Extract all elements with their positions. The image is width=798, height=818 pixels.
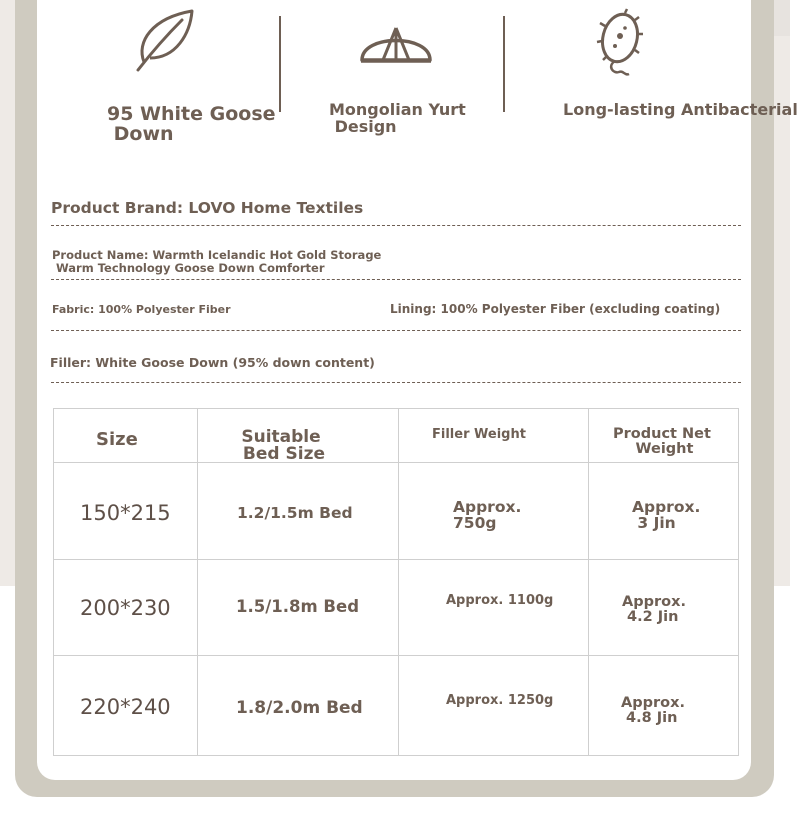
cell-size: 200*230 bbox=[80, 596, 171, 620]
antibacterial-icon bbox=[593, 8, 645, 78]
product-filler: Filler: White Goose Down (95% down content) bbox=[50, 355, 375, 370]
size-spec-table bbox=[53, 408, 739, 756]
feature-label-goose-down: 95 White Goose Down bbox=[107, 103, 276, 145]
table-cell bbox=[54, 463, 198, 560]
dashed-divider bbox=[51, 382, 741, 383]
table-cell bbox=[589, 656, 739, 756]
table-cell bbox=[399, 463, 589, 560]
table-row bbox=[54, 656, 739, 756]
divider bbox=[503, 16, 505, 112]
dashed-divider bbox=[51, 279, 741, 280]
header-cell bbox=[198, 409, 399, 463]
table-cell bbox=[198, 560, 399, 656]
product-name: Product Name: Warmth Icelandic Hot Gold Storage Warm Technology Goose Down Comforter bbox=[52, 248, 382, 275]
table-row bbox=[54, 463, 739, 560]
header-filler-weight: Filler Weight bbox=[432, 427, 526, 442]
yurt-icon bbox=[359, 24, 433, 64]
cell-bed-size: 1.5/1.8m Bed bbox=[236, 597, 360, 616]
header-cell bbox=[54, 409, 198, 463]
header-bed-size: Suitable Bed Size bbox=[241, 427, 325, 464]
table-cell bbox=[54, 560, 198, 656]
cell-net-weight: Approx. 4.2 Jin bbox=[622, 594, 686, 625]
product-lining: Lining: 100% Polyester Fiber (excluding coating) bbox=[390, 302, 721, 316]
table-cell bbox=[399, 656, 589, 756]
cell-bed-size: 1.8/2.0m Bed bbox=[236, 698, 363, 718]
header-size: Size bbox=[96, 429, 138, 450]
cell-filler-weight: Approx. 750g bbox=[453, 498, 522, 532]
header-cell bbox=[589, 409, 739, 463]
table-row bbox=[54, 560, 739, 656]
cell-filler-weight: Approx. 1100g bbox=[446, 593, 554, 608]
product-brand: Product Brand: LOVO Home Textiles bbox=[51, 199, 364, 217]
cell-filler-weight: Approx. 1250g bbox=[446, 693, 554, 708]
cell-net-weight: Approx. 4.8 Jin bbox=[621, 695, 685, 726]
feature-yurt-design bbox=[359, 24, 433, 64]
dashed-divider bbox=[51, 330, 741, 331]
table-cell bbox=[198, 463, 399, 560]
cell-net-weight: Approx. 3 Jin bbox=[632, 498, 701, 532]
header-net-weight: Product Net Weight bbox=[613, 426, 711, 457]
feature-label-antibacterial: Long-lasting Antibacterial bbox=[563, 100, 798, 119]
product-fabric: Fabric: 100% Polyester Fiber bbox=[52, 303, 231, 316]
feature-label-yurt: Mongolian Yurt Design bbox=[329, 100, 466, 136]
dashed-divider bbox=[51, 225, 741, 226]
header-cell bbox=[399, 409, 589, 463]
feather-icon bbox=[132, 8, 200, 74]
cell-bed-size: 1.2/1.5m Bed bbox=[237, 504, 353, 522]
table-cell bbox=[54, 656, 198, 756]
table-cell bbox=[589, 463, 739, 560]
cell-size: 220*240 bbox=[80, 695, 171, 719]
feature-goose-down bbox=[132, 8, 200, 74]
table-cell bbox=[589, 560, 739, 656]
divider bbox=[279, 16, 281, 112]
table-cell bbox=[399, 560, 589, 656]
feature-antibacterial bbox=[593, 8, 645, 78]
table-header-row bbox=[54, 409, 739, 463]
table-cell bbox=[198, 656, 399, 756]
cell-size: 150*215 bbox=[80, 501, 171, 525]
